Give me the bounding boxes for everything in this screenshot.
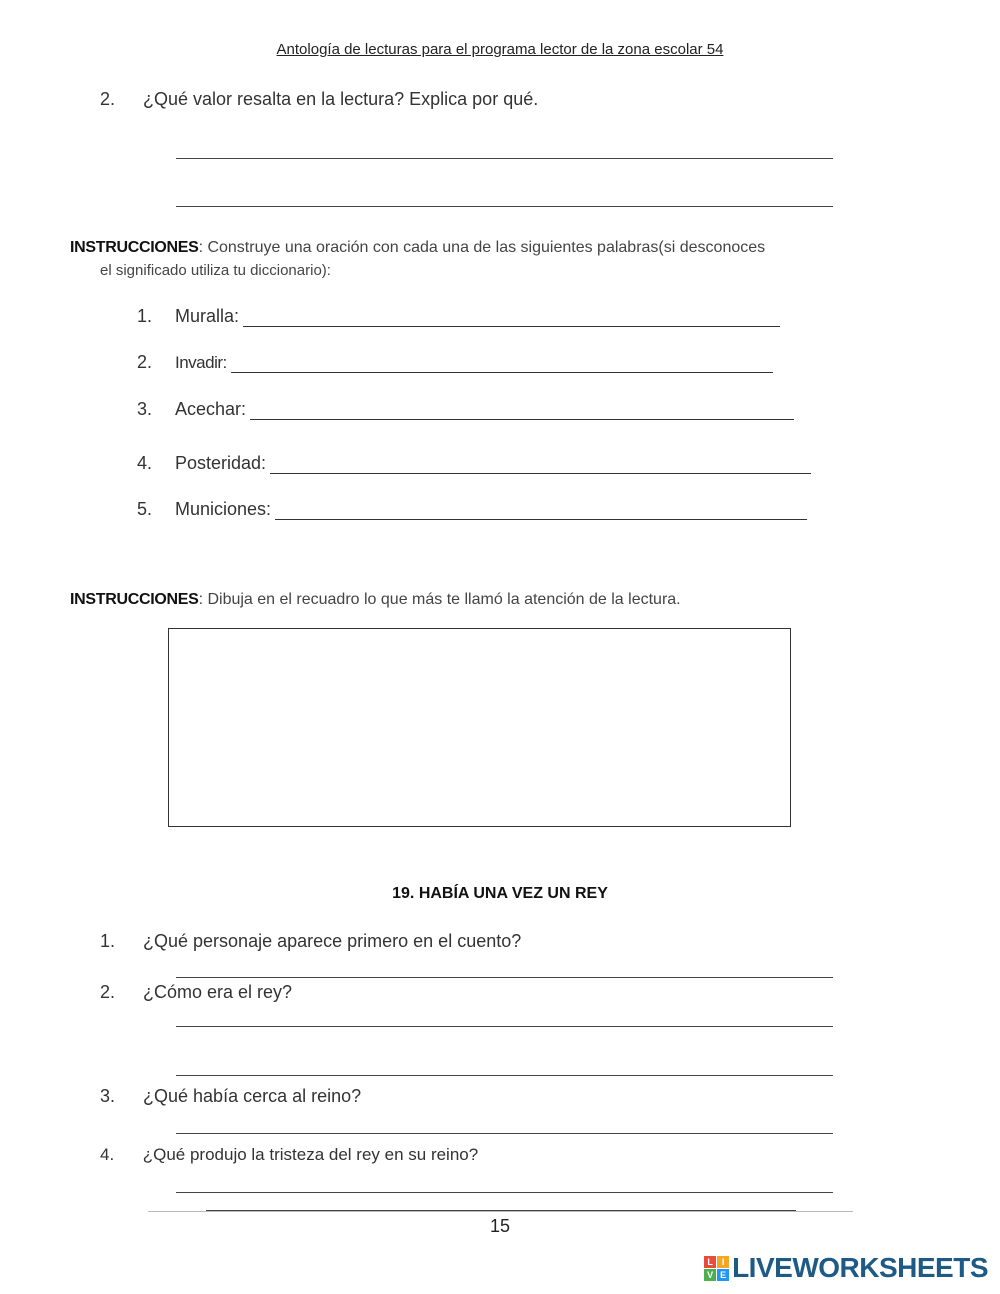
word-label: Municiones:: [175, 499, 272, 519]
word-number: 2.: [137, 352, 153, 372]
word-answer-field[interactable]: [243, 310, 780, 327]
story-question-3: [100, 1086, 361, 1107]
drawing-box[interactable]: [168, 628, 791, 827]
answer-line[interactable]: [176, 1192, 833, 1193]
word-item-municiones: [137, 499, 807, 520]
liveworksheets-logo[interactable]: [704, 1252, 988, 1284]
question-text: ¿Qué había cerca al reino?: [143, 1086, 362, 1106]
question-text: ¿Qué personaje aparece primero en el cuento?: [143, 931, 522, 951]
logo-tile: E: [717, 1269, 729, 1281]
question-text: ¿Qué valor resalta en la lectura? Explica por qué.: [143, 89, 539, 109]
instructions-label: INSTRUCCIONES: [70, 239, 199, 256]
word-item-acechar: [137, 399, 794, 420]
logo-tile: V: [704, 1269, 716, 1281]
answer-line[interactable]: [176, 158, 833, 159]
question-number: 2.: [100, 982, 116, 1002]
answer-line[interactable]: [176, 1075, 833, 1076]
word-item-muralla: [137, 306, 780, 327]
logo-text: LIVEWORKSHEETS: [732, 1252, 988, 1283]
answer-line[interactable]: [176, 206, 833, 207]
word-label: Posteridad:: [175, 453, 267, 473]
instructions-sentences: [70, 239, 765, 257]
question-text: ¿Qué produjo la tristeza del rey en su reino?: [142, 1145, 479, 1164]
word-answer-field[interactable]: [270, 457, 811, 474]
answer-line[interactable]: [176, 977, 833, 978]
story-question-2: [100, 982, 292, 1003]
question-text: ¿Cómo era el rey?: [143, 982, 293, 1002]
word-label: Muralla:: [175, 306, 240, 326]
logo-tile: L: [704, 1256, 716, 1268]
footer-rule: [148, 1211, 853, 1212]
story-question-1: [100, 931, 521, 952]
page-number: 15: [489, 1216, 511, 1236]
word-label: Acechar:: [175, 399, 247, 419]
word-answer-field[interactable]: [231, 356, 773, 373]
question-number: 4.: [100, 1145, 115, 1164]
instructions-text: : Dibuja en el recuadro lo que más te llamó la atención de la lectura.: [198, 591, 681, 608]
question-number: 2.: [100, 89, 116, 109]
word-number: 5.: [137, 499, 153, 519]
story-question-4: [100, 1145, 478, 1165]
question-number: 3.: [100, 1086, 116, 1106]
question-2: [100, 89, 538, 110]
word-number: 3.: [137, 399, 153, 419]
instructions-text: : Construye una oración con cada una de las siguientes palabras(si desconoces: [198, 239, 766, 256]
answer-line[interactable]: [176, 1133, 833, 1134]
instructions-drawing: [70, 591, 681, 609]
word-number: 4.: [137, 453, 153, 473]
logo-icon: [704, 1256, 729, 1281]
word-number: 1.: [137, 306, 153, 326]
question-number: 1.: [100, 931, 116, 951]
word-answer-field[interactable]: [250, 403, 794, 420]
word-answer-field[interactable]: [275, 503, 807, 520]
instructions-label: INSTRUCCIONES: [70, 591, 199, 608]
word-label: Invadir:: [175, 353, 227, 372]
story-title: 19. HABÍA UNA VEZ UN REY: [392, 885, 608, 902]
logo-tile: I: [717, 1256, 729, 1268]
page-header: Antología de lecturas para el programa lector de la zona escolar 54: [276, 41, 724, 58]
word-item-posteridad: [137, 453, 811, 474]
answer-line[interactable]: [176, 1026, 833, 1027]
instructions-text-line2: el significado utiliza tu diccionario):: [100, 262, 331, 279]
word-item-invadir: [137, 352, 773, 373]
